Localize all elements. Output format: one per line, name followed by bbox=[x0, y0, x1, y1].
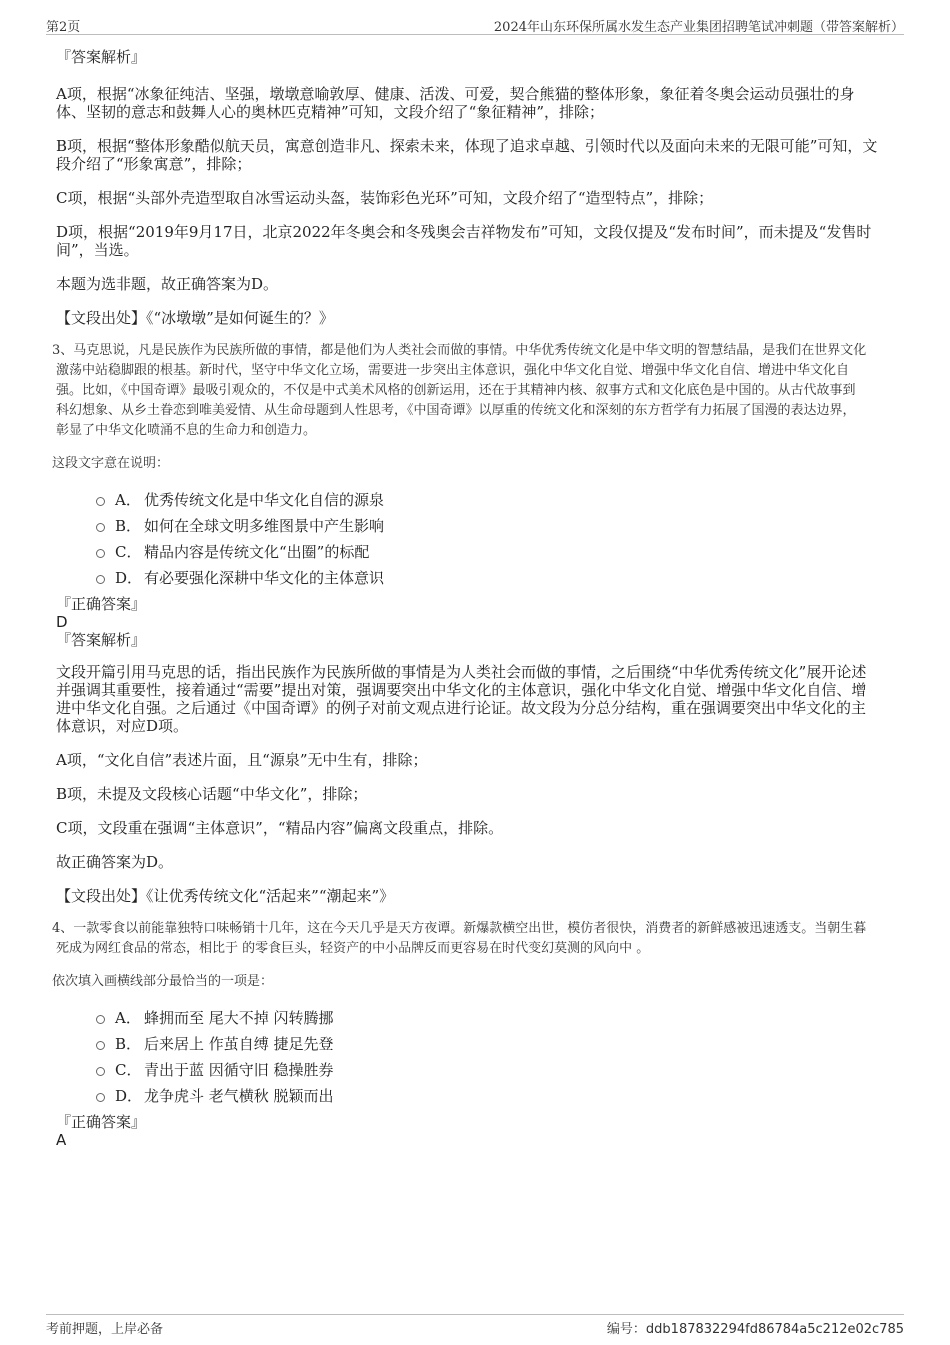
q3-b-line: B项，未提及文段核心话题“中华文化”，排除； bbox=[56, 785, 368, 803]
q3-exp-line4: 体意识，对应D项。 bbox=[56, 717, 189, 735]
q2-analysis-label: 『答案解析』 bbox=[56, 48, 147, 66]
radio-icon[interactable] bbox=[96, 1041, 105, 1050]
document-title: 2024年山东环保所属水发生态产业集团招聘笔试冲刺题（带答案解析） bbox=[493, 20, 904, 35]
q3-stem-line2: 激荡中站稳脚跟的根基。新时代，坚守中华文化立场，需要进一步突出主体意识，强化中华文化自觉、增强中华文化自信、增进中华文化自 bbox=[56, 363, 850, 378]
q2-c-line: C项，根据“头部外壳造型取自冰雪运动头盔，装饰彩色光环”可知，文段介绍了“造型特点”，排除； bbox=[56, 189, 714, 207]
q3-stem-line1: 3、马克思说，凡是民族作为民族所做的事情，都是他们为人类社会而做的事情。中华优秀传统文化是中华文明的智慧结晶，是我们在世界文化 bbox=[52, 343, 867, 358]
q3-options bbox=[56, 487, 896, 591]
q3-option-d[interactable]: D． 有必要强化深耕中华文化的主体意识 bbox=[56, 565, 896, 591]
q3-answer-label: 『正确答案』 bbox=[56, 595, 147, 613]
radio-icon[interactable] bbox=[96, 1067, 105, 1076]
q4-stem-line1: 4、一款零食以前能靠独特口味畅销十几年，这在今天几乎是天方夜谭。新爆款横空出世，模仿者很快，消费者的新鲜感被迅速透支。当朝生暮 bbox=[52, 921, 867, 936]
q3-stem-line5: 彰显了中华文化喷涌不息的生命力和创造力。 bbox=[56, 423, 317, 438]
footer-slogan: 考前押题，上岸必备 bbox=[46, 1322, 164, 1337]
q3-source: 【文段出处】《让优秀传统文化“活起来”“潮起来”》 bbox=[56, 887, 395, 905]
q3-c-line: C项，文段重在强调“主体意识”，“精品内容”偏离文段重点，排除。 bbox=[56, 819, 504, 837]
radio-icon[interactable] bbox=[96, 497, 105, 506]
page-content bbox=[52, 44, 896, 1149]
q2-b-line2: 段介绍了“形象寓意”，排除； bbox=[56, 155, 252, 173]
q2-d-line1: D项，根据“2019年9月17日，北京2022年冬奥会和冬残奥会吉祥物发布”可知，文段仅提及“发布时间”，而未提及“发售时 bbox=[56, 223, 872, 241]
q3-conclusion: 故正确答案为D。 bbox=[56, 853, 174, 871]
radio-icon[interactable] bbox=[96, 1015, 105, 1024]
q4-answer: A bbox=[56, 1131, 67, 1149]
q3-option-c[interactable]: C． 精品内容是传统文化“出圈”的标配 bbox=[56, 539, 896, 565]
q2-a-line1: A项，根据“冰象征纯洁、坚强，墩墩意喻敦厚、健康、活泼、可爱，契合熊猫的整体形象，象征着冬奥会运动员强壮的身 bbox=[56, 85, 855, 103]
q3-analysis-label: 『答案解析』 bbox=[56, 631, 147, 649]
page-footer bbox=[46, 1314, 904, 1337]
q2-a-line2: 体、坚韧的意志和鼓舞人心的奥林匹克精神”可知，文段介绍了“象征精神”，排除； bbox=[56, 103, 605, 121]
radio-icon[interactable] bbox=[96, 523, 105, 532]
q4-options bbox=[56, 1005, 896, 1109]
q3-answer: D bbox=[56, 613, 68, 631]
q4-question: 依次填入画横线部分最恰当的一项是： bbox=[52, 974, 274, 989]
q2-d-line2: 间”，当选。 bbox=[56, 241, 139, 259]
radio-icon[interactable] bbox=[96, 549, 105, 558]
q4-stem-line2: 死成为网红食品的常态，相比于 的零食巨头，轻资产的中小品牌反而更容易在时代变幻莫测的风向中 。 bbox=[56, 941, 650, 956]
document-code: 编号：ddb187832294fd86784a5c212e02c785 bbox=[606, 1322, 904, 1337]
radio-icon[interactable] bbox=[96, 1093, 105, 1102]
q4-option-d[interactable]: D． 龙争虎斗 老气横秋 脱颖而出 bbox=[56, 1083, 896, 1109]
q3-question: 这段文字意在说明： bbox=[52, 456, 170, 471]
radio-icon[interactable] bbox=[96, 575, 105, 584]
q3-exp-line2: 并强调其重要性，接着通过“需要”提出对策，强调要突出中华文化的主体意识，强化中华文化自觉、增强中华文化自信、增 bbox=[56, 681, 867, 699]
q3-a-line: A项，“文化自信”表述片面，且“源泉”无中生有，排除； bbox=[56, 751, 428, 769]
q2-source: 【文段出处】《“冰墩墩”是如何诞生的？》 bbox=[56, 309, 334, 327]
q3-stem-line4: 科幻想象、从乡土眷恋到唯美爱情、从生命母题到人性思考，《中国奇谭》以厚重的传统文化和深刻的东方哲学有力拓展了国漫的表达边界， bbox=[56, 403, 856, 418]
page-header bbox=[46, 14, 904, 35]
q4-option-c[interactable]: C． 青出于蓝 因循守旧 稳操胜券 bbox=[56, 1057, 896, 1083]
q2-b-line1: B项，根据“整体形象酷似航天员，寓意创造非凡、探索未来，体现了追求卓越、引领时代以及面向未来的无限可能”可知，文 bbox=[56, 137, 878, 155]
q4-answer-label: 『正确答案』 bbox=[56, 1113, 147, 1131]
q3-option-a[interactable]: A． 优秀传统文化是中华文化自信的源泉 bbox=[56, 487, 896, 513]
q4-option-b[interactable]: B． 后来居上 作茧自缚 捷足先登 bbox=[56, 1031, 896, 1057]
page-number: 第2页 bbox=[46, 20, 81, 35]
q3-exp-line3: 进中华文化自强。之后通过《中国奇谭》的例子对前文观点进行论证。故文段为分总分结构，重在强调要突出中华文化的主 bbox=[56, 699, 867, 717]
q3-option-b[interactable]: B． 如何在全球文明多维图景中产生影响 bbox=[56, 513, 896, 539]
q2-conclusion: 本题为选非题，故正确答案为D。 bbox=[56, 275, 279, 293]
q4-option-a[interactable]: A． 蜂拥而至 尾大不掉 闪转腾挪 bbox=[56, 1005, 896, 1031]
q3-exp-line1: 文段开篇引用马克思的话，指出民族作为民族所做的事情是为人类社会而做的事情，之后围绕“中华优秀传统文化”展开论述 bbox=[56, 663, 867, 681]
q3-stem-line3: 强。比如，《中国奇谭》最吸引观众的，不仅是中式美术风格的创新运用，还在于其精神内核、叙事方式和文化底色是中国的。从古代故事到 bbox=[56, 383, 856, 398]
